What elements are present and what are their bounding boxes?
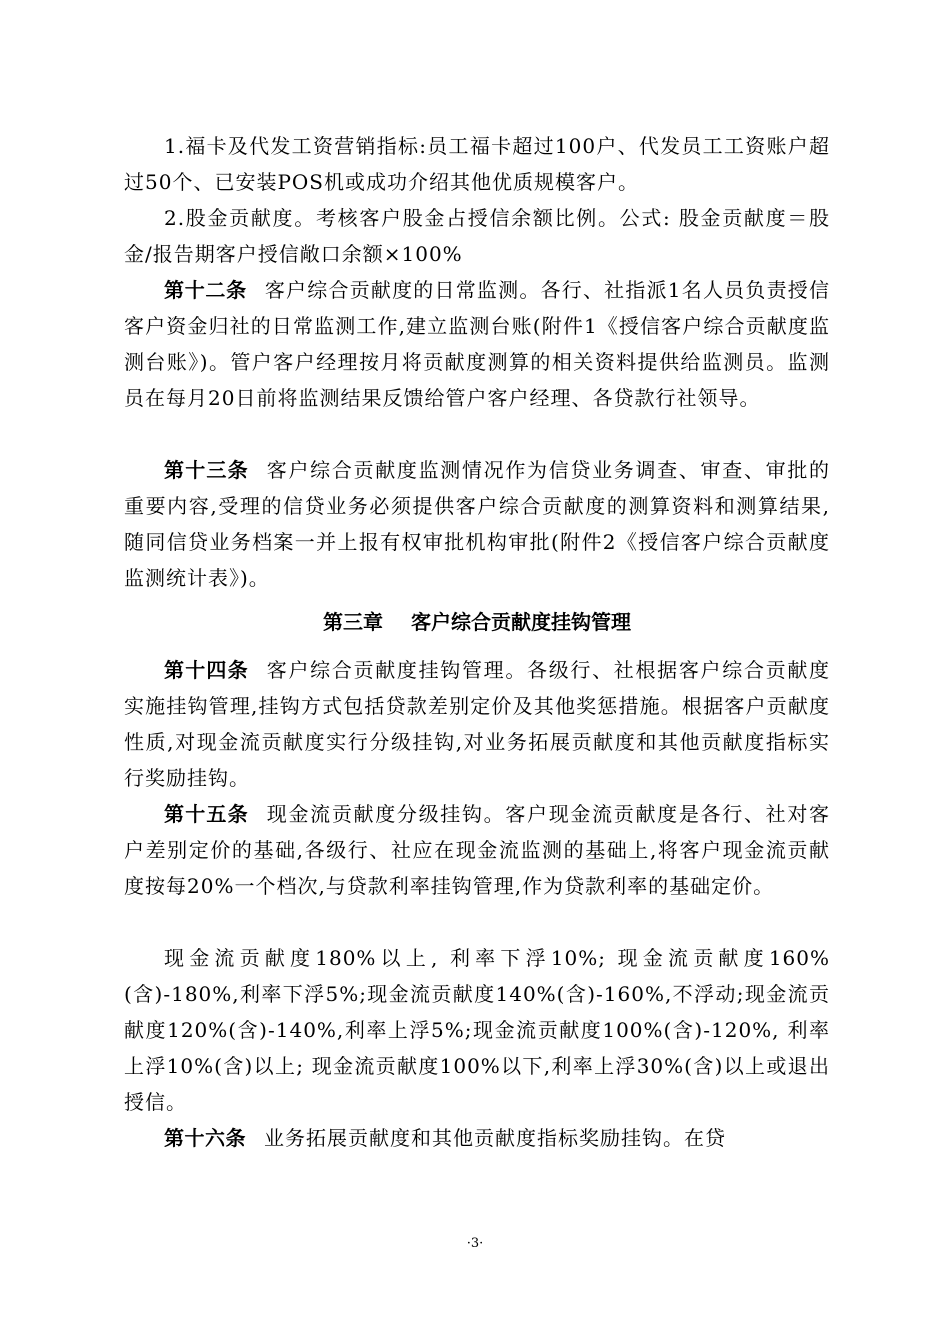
article-13 [124, 452, 830, 596]
article-16 [124, 1120, 830, 1156]
paragraph-share-capital-contribution: 2.股金贡献度。考核客户股金占授信余额比例。公式: 股金贡献度＝股金/报告期客户授信敞口余额×100% [124, 206, 830, 266]
chapter-title: 客户综合贡献度挂钩管理 [411, 610, 631, 634]
article-12 [124, 272, 830, 452]
article-15 [124, 796, 830, 940]
paragraph-rate-tiers: 现金流贡献度180%以上, 利率下浮10%; 现金流贡献度160%(含)-180%,利率下浮5%;现金流贡献度140%(含)-160%,不浮动;现金流贡献度120%(含)-140%,利率上浮5%;现金流贡献度100%(含)-120%, 利率上浮10%(含)以上; 现金流贡献度100%以下,利率上浮30%(含)以上或退出授信。 [124, 946, 830, 1114]
paragraph-welfare-card-indicator: 1.福卡及代发工资营销指标:员工福卡超过100户、代发员工工资账户超过50个、已安装POS机或成功介绍其他优质规模客户。 [124, 134, 830, 194]
article-title: 第十三条 [164, 458, 249, 482]
document-body [124, 128, 830, 1156]
article-title: 第十二条 [164, 278, 247, 302]
article-body: 业务拓展贡献度和其他贡献度指标奖励挂钩。在贷 [264, 1126, 726, 1150]
article-body: 客户综合贡献度监测情况作为信贷业务调查、审查、审批的重要内容,受理的信贷业务必须提供客户综合贡献度的测算资料和测算结果,随同信贷业务档案一并上报有权审批机构审批(附件2《授信客户综合贡献度监测统计表》)。 [124, 458, 831, 590]
chapter-heading [124, 604, 830, 640]
article-title: 第十六条 [164, 1126, 246, 1150]
article-body: 客户综合贡献度挂钩管理。各级行、社根据客户综合贡献度实施挂钩管理,挂钩方式包括贷款差别定价及其他奖惩措施。根据客户贡献度性质,对现金流贡献度实行分级挂钩,对业务拓展贡献度和其他贡献度指标实行奖励挂钩。 [124, 658, 831, 790]
page-number: ·3· [466, 1236, 484, 1251]
article-body: 现金流贡献度分级挂钩。客户现金流贡献度是各行、社对客户差别定价的基础,各级行、社应在现金流监测的基础上,将客户现金流贡献度按每20%一个档次,与贷款利率挂钩管理,作为贷款利率的基础定价。 [124, 802, 831, 898]
article-14 [124, 652, 830, 796]
article-title: 第十四条 [164, 658, 249, 682]
chapter-number: 第三章 [323, 610, 383, 634]
article-body: 客户综合贡献度的日常监测。各行、社指派1名人员负责授信客户资金归社的日常监测工作,建立监测台账(附件1《授信客户综合贡献度监测台账》)。管户客户经理按月将贡献度测算的相关资料提供给监测员。监测员在每月20日前将监测结果反馈给管户客户经理、各贷款行社领导。 [124, 278, 830, 410]
article-title: 第十五条 [164, 802, 249, 826]
